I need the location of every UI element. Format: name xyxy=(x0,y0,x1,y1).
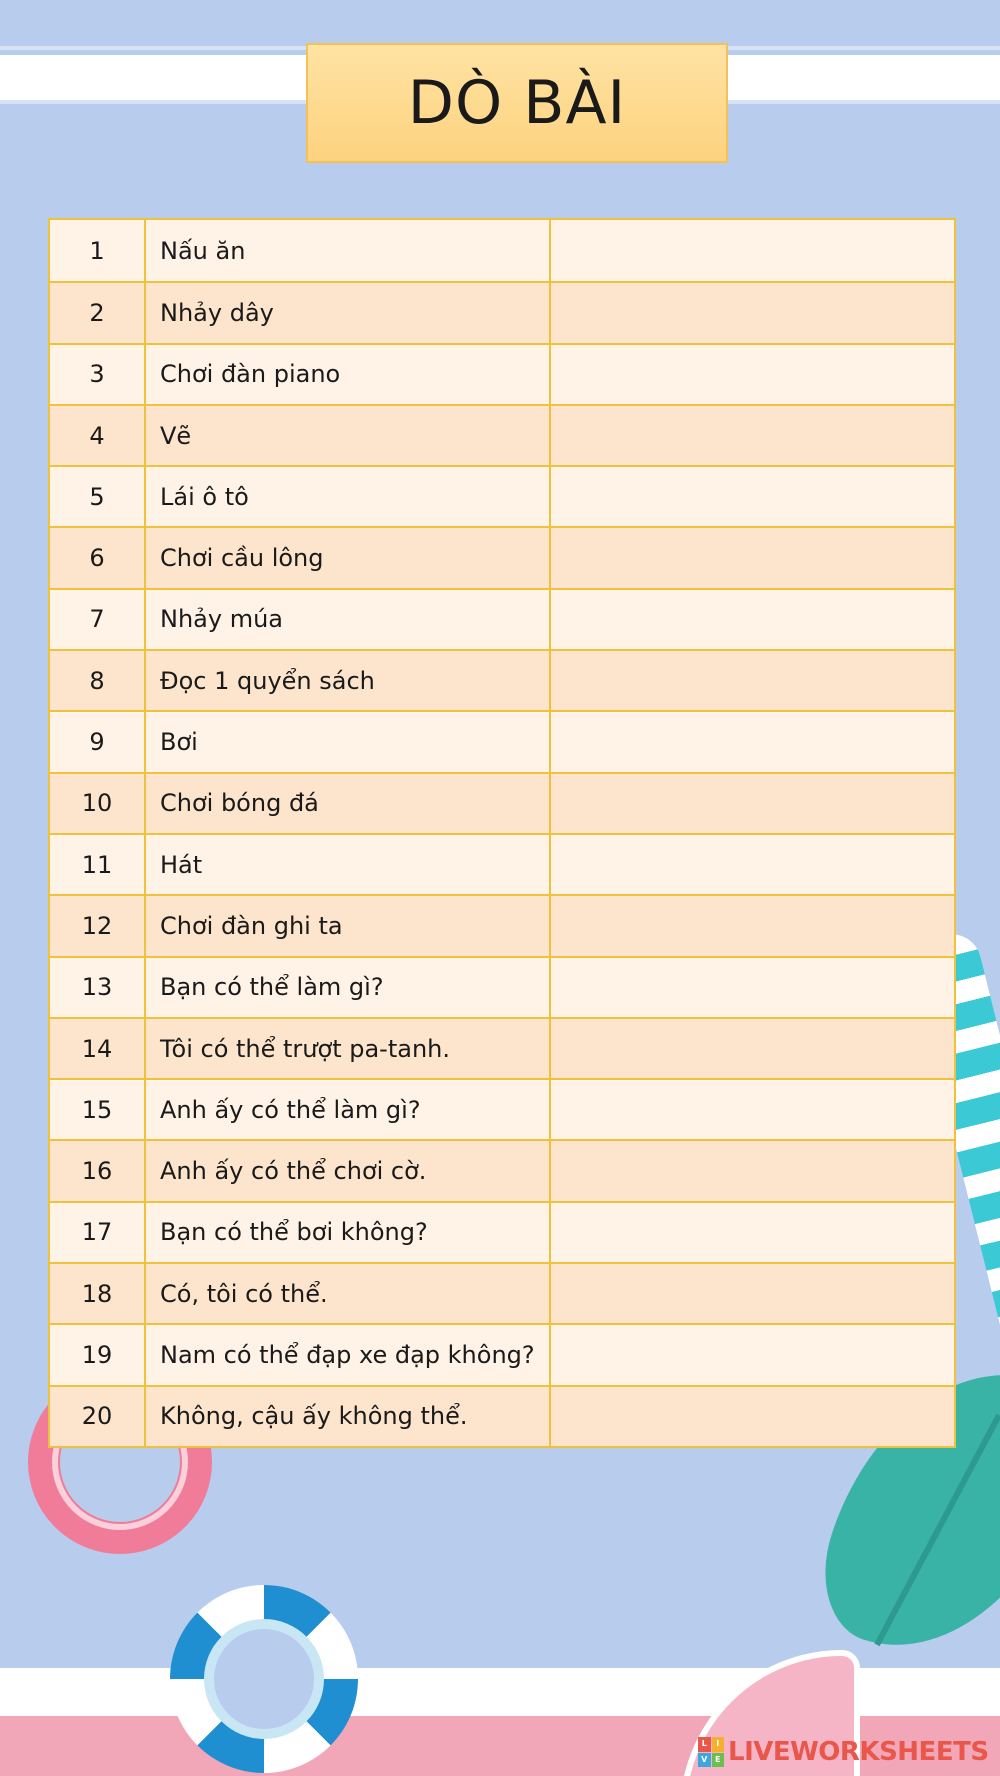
logo-badge-letter: L xyxy=(698,1737,711,1752)
row-number: 1 xyxy=(50,220,146,281)
table-row xyxy=(50,1017,954,1078)
row-phrase: Chơi đàn ghi ta xyxy=(146,896,551,955)
answer-cell[interactable] xyxy=(551,958,954,1017)
answer-cell[interactable] xyxy=(551,835,954,894)
row-phrase: Vẽ xyxy=(146,406,551,465)
table-row xyxy=(50,833,954,894)
row-phrase: Đọc 1 quyển sách xyxy=(146,651,551,710)
table-row xyxy=(50,956,954,1017)
answer-cell[interactable] xyxy=(551,1387,954,1446)
logo-badge-icon xyxy=(698,1737,724,1767)
row-number: 16 xyxy=(50,1141,146,1200)
table-row xyxy=(50,343,954,404)
answer-cell[interactable] xyxy=(551,1019,954,1078)
table-row xyxy=(50,1201,954,1262)
table-row xyxy=(50,1262,954,1323)
row-number: 13 xyxy=(50,958,146,1017)
table-row xyxy=(50,710,954,771)
row-phrase: Chơi đàn piano xyxy=(146,345,551,404)
answer-cell[interactable] xyxy=(551,283,954,342)
row-phrase: Bạn có thể bơi không? xyxy=(146,1203,551,1262)
table-row xyxy=(50,1323,954,1384)
answer-cell[interactable] xyxy=(551,712,954,771)
answer-cell[interactable] xyxy=(551,651,954,710)
table-row xyxy=(50,404,954,465)
row-number: 6 xyxy=(50,528,146,587)
row-number: 10 xyxy=(50,774,146,833)
answer-cell[interactable] xyxy=(551,1264,954,1323)
row-number: 4 xyxy=(50,406,146,465)
logo-badge-letter: V xyxy=(698,1753,711,1768)
page-title: DÒ BÀI xyxy=(407,68,627,138)
row-phrase: Nấu ăn xyxy=(146,220,551,281)
answer-cell[interactable] xyxy=(551,1080,954,1139)
row-number: 2 xyxy=(50,283,146,342)
row-phrase: Chơi bóng đá xyxy=(146,774,551,833)
row-phrase: Không, cậu ấy không thể. xyxy=(146,1387,551,1446)
table-row xyxy=(50,1139,954,1200)
row-number: 14 xyxy=(50,1019,146,1078)
row-number: 9 xyxy=(50,712,146,771)
row-number: 3 xyxy=(50,345,146,404)
table-row xyxy=(50,588,954,649)
table-row xyxy=(50,1078,954,1139)
row-phrase: Có, tôi có thể. xyxy=(146,1264,551,1323)
row-number: 19 xyxy=(50,1325,146,1384)
answer-cell[interactable] xyxy=(551,896,954,955)
row-phrase: Hát xyxy=(146,835,551,894)
row-phrase: Bạn có thể làm gì? xyxy=(146,958,551,1017)
row-phrase: Anh ấy có thể làm gì? xyxy=(146,1080,551,1139)
row-number: 18 xyxy=(50,1264,146,1323)
answer-cell[interactable] xyxy=(551,220,954,281)
title-banner xyxy=(306,43,728,163)
row-phrase: Nam có thể đạp xe đạp không? xyxy=(146,1325,551,1384)
row-number: 8 xyxy=(50,651,146,710)
life-buoy-hole xyxy=(214,1629,314,1729)
row-number: 17 xyxy=(50,1203,146,1262)
row-phrase: Chơi cầu lông xyxy=(146,528,551,587)
row-number: 7 xyxy=(50,590,146,649)
row-phrase: Anh ấy có thể chơi cờ. xyxy=(146,1141,551,1200)
answer-cell[interactable] xyxy=(551,774,954,833)
row-number: 5 xyxy=(50,467,146,526)
row-phrase: Tôi có thể trượt pa-tanh. xyxy=(146,1019,551,1078)
answer-cell[interactable] xyxy=(551,528,954,587)
table-row xyxy=(50,894,954,955)
row-phrase: Bơi xyxy=(146,712,551,771)
row-number: 11 xyxy=(50,835,146,894)
table-row xyxy=(50,1385,954,1446)
answer-cell[interactable] xyxy=(551,1141,954,1200)
logo-badge-letter: E xyxy=(712,1753,725,1768)
row-phrase: Nhảy múa xyxy=(146,590,551,649)
table-row xyxy=(50,281,954,342)
table-row xyxy=(50,465,954,526)
liveworksheets-logo xyxy=(698,1736,989,1768)
row-phrase: Lái ô tô xyxy=(146,467,551,526)
logo-text: LIVEWORKSHEETS xyxy=(728,1737,989,1767)
row-phrase: Nhảy dây xyxy=(146,283,551,342)
row-number: 20 xyxy=(50,1387,146,1446)
table-row xyxy=(50,220,954,281)
answer-cell[interactable] xyxy=(551,345,954,404)
answer-cell[interactable] xyxy=(551,590,954,649)
row-number: 12 xyxy=(50,896,146,955)
table-row xyxy=(50,526,954,587)
answer-cell[interactable] xyxy=(551,406,954,465)
logo-badge-letter: I xyxy=(712,1737,725,1752)
row-number: 15 xyxy=(50,1080,146,1139)
answer-cell[interactable] xyxy=(551,467,954,526)
answer-cell[interactable] xyxy=(551,1203,954,1262)
vocabulary-table xyxy=(48,218,956,1448)
answer-cell[interactable] xyxy=(551,1325,954,1384)
table-row xyxy=(50,772,954,833)
table-row xyxy=(50,649,954,710)
